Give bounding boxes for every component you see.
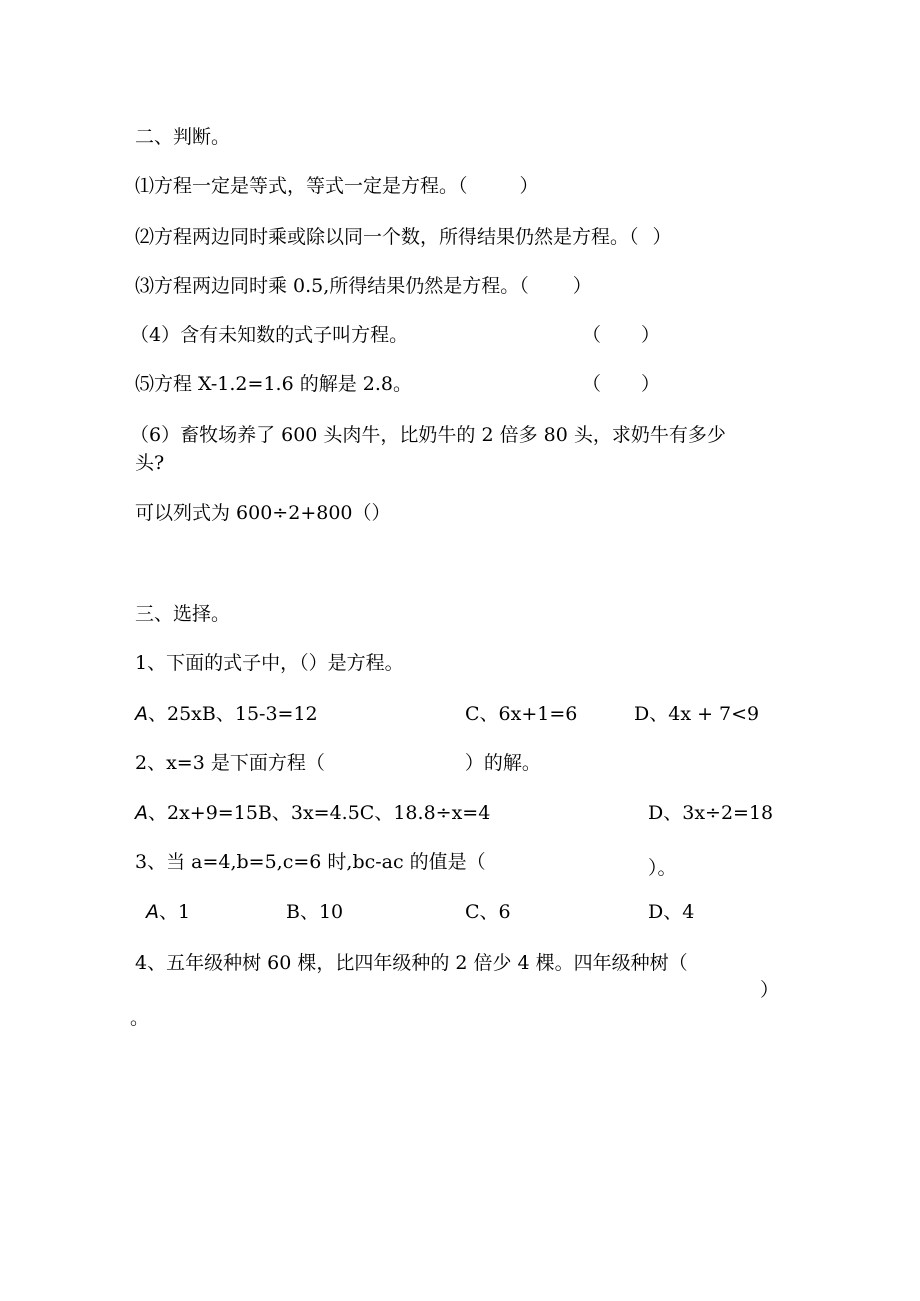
choice-question-4-close-paren: ） <box>760 979 780 1001</box>
section-heading-judgement: 二、判断。 <box>135 126 231 148</box>
judgement-question-4: （4）含有未知数的式子叫方程。 <box>130 324 409 346</box>
choice-question-4-end: 。 <box>130 1007 150 1029</box>
option-letter: A <box>135 802 148 824</box>
stem-end: ）的解。 <box>464 752 541 774</box>
section-heading-choice: 三、选择。 <box>135 603 231 625</box>
judgement-question-6-line2: 头? <box>135 452 165 474</box>
choice-question-3-option-a[interactable] <box>146 900 190 924</box>
answer-close-paren: ） <box>519 175 539 197</box>
choice-question-1-option-c[interactable]: C、6x+1=6 <box>465 703 578 725</box>
choice-question-1-stem: 1、下面的式子中，（）是方程。 <box>135 652 404 674</box>
choice-question-3-stem: 3、当 a=4,b=5,c=6 时,bc-ac 的值是（ <box>135 851 486 873</box>
answer-open-paren: （ <box>582 373 602 395</box>
answer-close-paren: ） <box>572 275 592 297</box>
judgement-question-2 <box>135 225 672 249</box>
judgement-question-1 <box>135 174 539 198</box>
answer-close-paren: ） <box>641 324 661 346</box>
stem-start: 2、x=3 是下面方程（ <box>135 752 325 774</box>
judgement-question-4-answer <box>582 323 660 347</box>
choice-question-3-option-d[interactable]: D、4 <box>648 901 695 923</box>
choice-question-4-stem: 4、五年级种树 60 棵，比四年级种的 2 倍少 4 棵。四年级种树（ <box>135 952 688 974</box>
judgement-question-6-line1: （6）畜牧场养了 600 头肉牛，比奶牛的 2 倍多 80 头，求奶牛有多少 <box>130 424 726 446</box>
option-text: 、2x+9=15B、3x=4.5C、18.8÷x=4 <box>148 802 491 824</box>
choice-question-2-options-abc[interactable] <box>135 801 490 825</box>
question-text: ⑶方程两边同时乘 0.5,所得结果仍然是方程。（ <box>135 275 529 297</box>
judgement-question-6-expression: 可以列式为 600÷2+800（） <box>135 502 391 524</box>
answer-close-paren: ） <box>641 373 661 395</box>
option-letter: A <box>135 703 148 725</box>
choice-question-2-stem <box>135 751 541 775</box>
option-text: 、25xB、15-3=12 <box>148 703 318 725</box>
question-text: ⑵方程两边同时乘或除以同一个数，所得结果仍然是方程。（ <box>135 226 639 248</box>
choice-question-3-stem-end: ）。 <box>648 857 677 879</box>
answer-close-paren: ） <box>652 226 672 248</box>
answer-open-paren: （ <box>582 324 602 346</box>
judgement-question-3 <box>135 274 592 298</box>
option-letter: A <box>146 901 159 923</box>
choice-question-2-option-d[interactable]: D、3x÷2=18 <box>648 802 774 824</box>
choice-question-3-option-b[interactable]: B、10 <box>286 901 344 923</box>
option-text: 、1 <box>159 901 191 923</box>
judgement-question-5-answer <box>582 372 660 396</box>
question-text: ⑴方程一定是等式，等式一定是方程。（ <box>135 175 468 197</box>
choice-question-3-option-c[interactable]: C、6 <box>465 901 511 923</box>
judgement-question-5: ⑸方程 X-1.2=1.6 的解是 2.8。 <box>135 373 412 395</box>
choice-question-1-option-a[interactable] <box>135 702 318 726</box>
choice-question-1-option-d[interactable]: D、4x + 7<9 <box>634 703 760 725</box>
